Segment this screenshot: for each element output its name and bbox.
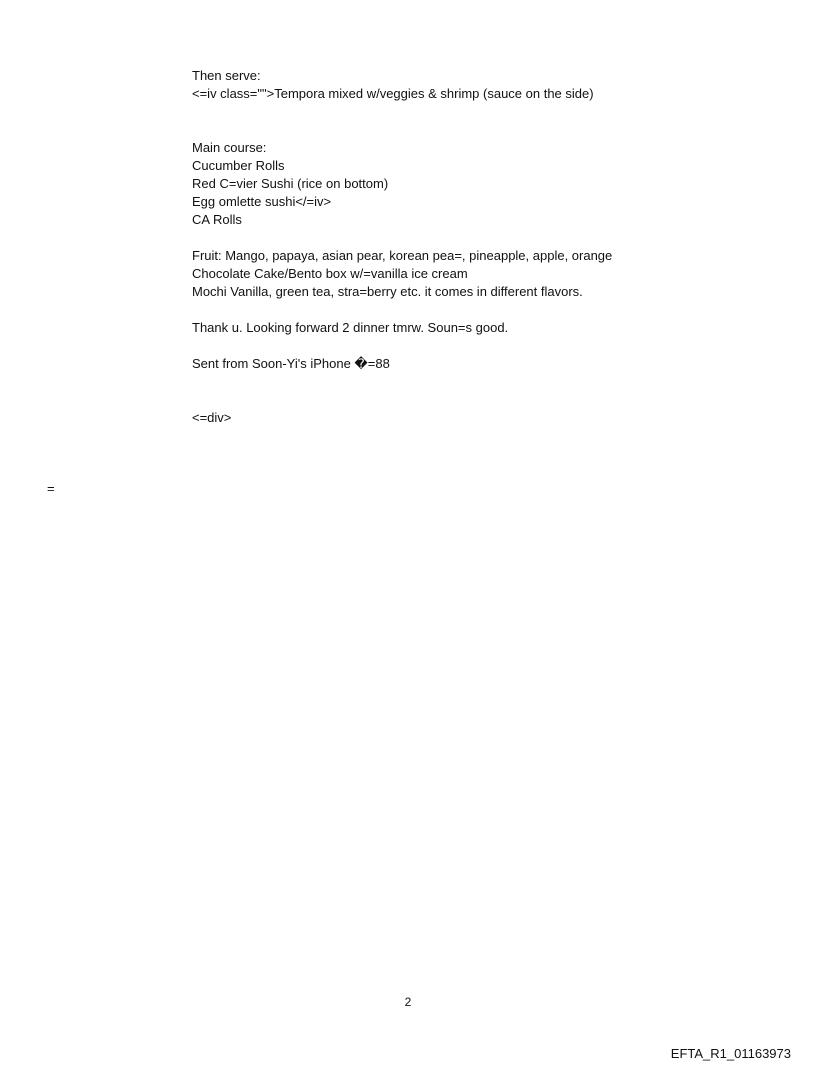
intro-line-1: Then serve:	[192, 68, 261, 83]
page-number: 2	[404, 995, 412, 1009]
bates-number: EFTA_R1_01163973	[670, 1046, 791, 1061]
dessert-line-3: Mochi Vanilla, green tea, stra=berry etc. it comes in different flavors.	[192, 284, 583, 299]
main-course-heading: Main course:	[192, 140, 267, 155]
thanks-line: Thank u. Looking forward 2 dinner tmrw. Soun=s good.	[192, 320, 509, 335]
email-body	[192, 67, 792, 427]
main-course-item-1: Cucumber Rolls	[192, 158, 285, 173]
main-course-item-4: CA Rolls	[192, 212, 242, 227]
stray-equals-mark: =	[47, 481, 55, 496]
closing-tag-line: <=div>	[192, 410, 232, 425]
intro-line-2: <=iv class="">Tempora mixed w/veggies & shrimp (sauce on the side)	[192, 86, 594, 101]
main-course-item-3: Egg omlette sushi</=iv>	[192, 194, 332, 209]
signature-line: Sent from Soon-Yi's iPhone �=88	[192, 356, 390, 371]
dessert-line-1: Fruit: Mango, papaya, asian pear, korean pea=, pineapple, apple, orange	[192, 248, 613, 263]
main-course-item-2: Red C=vier Sushi (rice on bottom)	[192, 176, 389, 191]
dessert-line-2: Chocolate Cake/Bento box w/=vanilla ice cream	[192, 266, 468, 281]
